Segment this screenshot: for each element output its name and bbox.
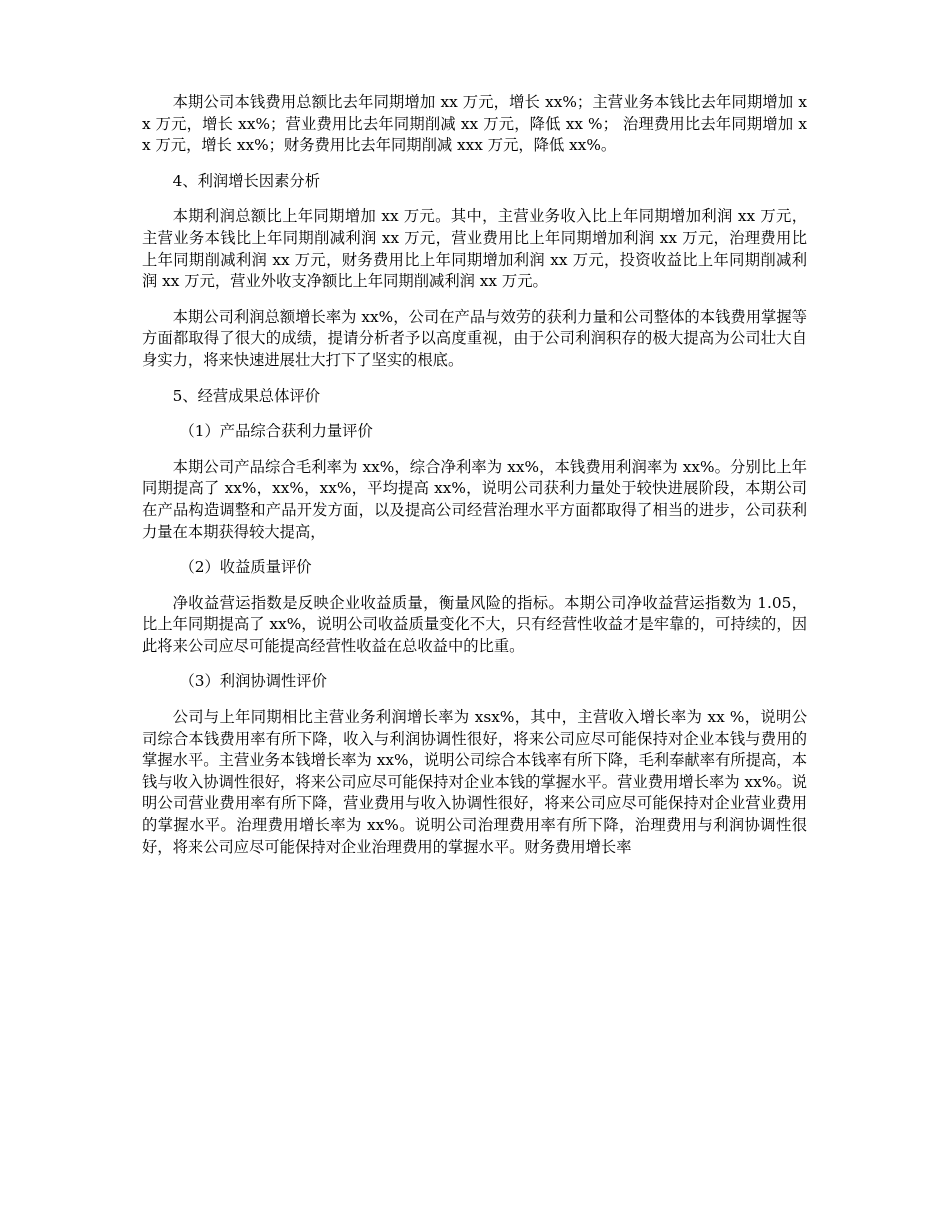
heading-profit-growth-factors: 4、利润增长因素分析 — [172, 171, 320, 190]
subheading-earnings-quality: （2）收益质量评价 — [179, 558, 312, 577]
document-page — [142, 92, 807, 858]
subheading-profitability: （1）产品综合获利力量评价 — [179, 422, 373, 441]
heading-operating-results-evaluation: 5、经营成果总体评价 — [172, 386, 320, 405]
paragraph-profit-breakdown: 本期利润总额比上年同期增加 xx 万元。其中，主营业务收入比上年同期增加利润 xx 万元，主营业务本钱比上年同期削减利润 xx 万元，营业费用比上年同期增加利润 xx 万元，治理费用比上年同期削减利润 xx 万元，财务费用比上年同期增加利润 xx 万元，投资收益比上年同期削减利润 xx 万元，营业外收支净额比上年同期削减利润 xx 万元。 — [142, 207, 807, 291]
paragraph-cost-summary: 本期公司本钱费用总额比去年同期增加 xx 万元，增长 xx%；主营业务本钱比去年同期增加 xx 万元，增长 xx%；营业费用比去年同期削减 xx 万元，降低 xx %； 治理费用比去年同期增加 xx 万元，增长 xx%；财务费用比去年同期削减 xxx 万元，降低 xx%。 — [142, 93, 807, 155]
paragraph-profit-growth-rate: 本期公司利润总额增长率为 xx%，公司在产品与效劳的获利力量和公司整体的本钱费用掌握等方面都取得了很大的成绩，提请分析者予以高度重视，由于公司利润积存的极大提高为公司壮大自身实力，将来快速进展壮大打下了坚实的根底。 — [142, 307, 807, 369]
paragraph-profit-coordination: 公司与上年同期相比主营业务利润增长率为 xsx%，其中，主营收入增长率为 xx %，说明公司综合本钱费用率有所下降，收入与利润协调性很好，将来公司应尽可能保持对企业本钱与费用的掌握水平。主营业务本钱增长率为 xx%，说明公司综合本钱率有所下降，毛利奉献率有所提高，本钱与收入协调性很好，将来公司应尽可能保持对企业本钱的掌握水平。营业费用增长率为 xx%。说明公司营业费用率有所下降，营业费用与收入协调性很好，将来公司应尽可能保持对企业营业费用的掌握水平。治理费用增长率为 xx%。说明公司治理费用率有所下降，治理费用与利润协调性很好，将来公司应尽可能保持对企业治理费用的掌握水平。财务费用增长率 — [142, 708, 807, 856]
paragraph-profitability: 本期公司产品综合毛利率为 xx%，综合净利率为 xx%，本钱费用利润率为 xx%。分别比上年同期提高了 xx%，xx%，xx%，平均提高 xx%，说明公司获利力量处于较快进展阶段，本期公司在产品构造调整和产品开发方面，以及提高公司经营治理水平方面都取得了相当的进步，公司获利力量在本期获得较大提高， — [142, 457, 807, 541]
paragraph-earnings-quality: 净收益营运指数是反映企业收益质量，衡量风险的指标。本期公司净收益营运指数为 1.05，比上年同期提高了 xx%，说明公司收益质量变化不大，只有经营性收益才是牢靠的，可持续的，因此将来公司应尽可能提高经营性收益在总收益中的比重。 — [142, 593, 807, 655]
subheading-profit-coordination: （3）利润协调性评价 — [179, 672, 327, 691]
